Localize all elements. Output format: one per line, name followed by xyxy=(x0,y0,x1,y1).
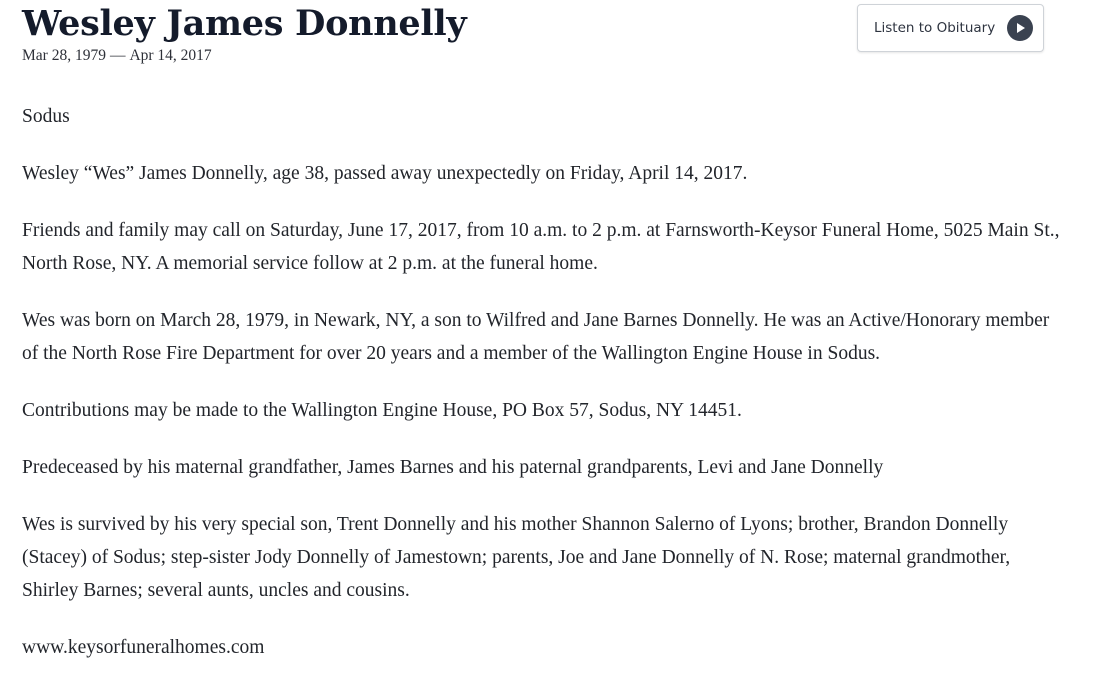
obituary-paragraph-survived-by: Wes is survived by his very special son, Trent Donnelly and his mother Shannon Salerno of Lyons; brother, Brandon Donnelly (Stacey) of Sodus; step-sister Jody Donnelly of Jamestown; parents, Joe and Jane Donnelly of N. Rose; maternal grandmother, Shirley Barnes; several aunts, uncles and cousins. xyxy=(22,514,1011,601)
obituary-body xyxy=(22,100,1062,664)
play-icon xyxy=(1007,15,1033,41)
obituary-paragraph-calling-hours: Friends and family may call on Saturday, June 17, 2017, from 10 a.m. to 2 p.m. at Farnsworth-Keysor Funeral Home, 5025 Main St., North Rose, NY. A memorial service follow at 2 p.m. at the funeral home. xyxy=(22,220,1060,274)
obituary-paragraph-predeceased: Predeceased by his maternal grandfather, James Barnes and his paternal grandparents, Levi and Jane Donnelly xyxy=(22,457,884,478)
birth-date: Mar 28, 1979 xyxy=(22,47,106,64)
life-dates xyxy=(22,46,212,66)
obituary-paragraph-biography: Wes was born on March 28, 1979, in Newark, NY, a son to Wilfred and Jane Barnes Donnelly. He was an Active/Honorary member of the North Rose Fire Department for over 20 years and a member of the Wallington Engine House in Sodus. xyxy=(22,310,1050,364)
obituary-paragraph-contributions: Contributions may be made to the Wallington Engine House, PO Box 57, Sodus, NY 14451. xyxy=(22,400,742,421)
play-icon-glyph xyxy=(1014,22,1026,34)
death-date: Apr 14, 2017 xyxy=(129,47,212,64)
obituary-title: Wesley James Donnelly xyxy=(22,3,467,44)
obituary-location: Sodus xyxy=(22,106,70,127)
obituary-page xyxy=(22,0,1082,692)
date-separator: — xyxy=(109,47,126,64)
funeral-home-website: www.keysorfuneralhomes.com xyxy=(22,637,265,658)
listen-to-obituary-button[interactable] xyxy=(857,4,1044,52)
obituary-paragraph-death-notice: Wesley “Wes” James Donnelly, age 38, passed away unexpectedly on Friday, April 14, 2017. xyxy=(22,163,748,184)
listen-button-label: Listen to Obituary xyxy=(874,20,996,36)
